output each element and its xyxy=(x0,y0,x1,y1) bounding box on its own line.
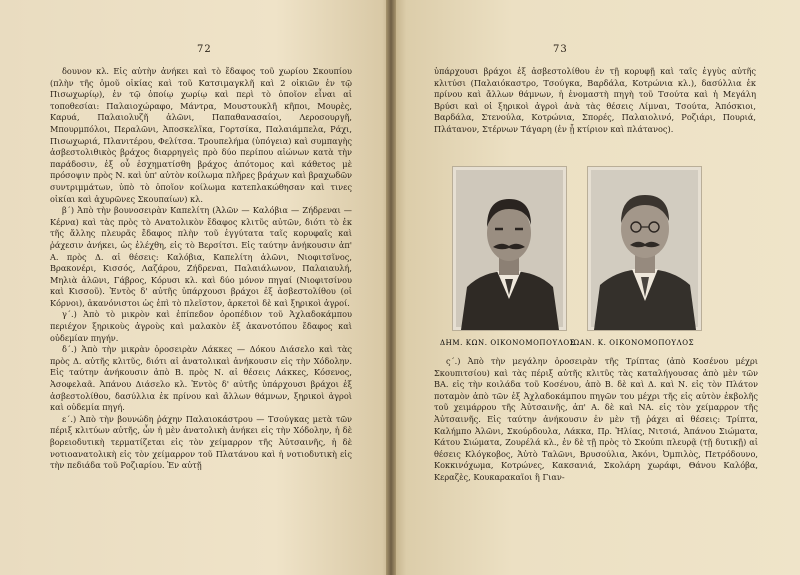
page-number: 72 xyxy=(197,44,212,55)
left-page xyxy=(0,0,394,575)
paragraph: β΄) Ἀπὸ τὴν βουνοσειρὰν Καπελίτη (Ἀλῶν — Καλόβια — Ζήδρεναι — Κέρνα) καὶ τὰς πρὸς τὸ Ανατολικὸν ἔδαφος κλιτῦς αὐτῶν, διότι τὸ ἐκ τῆς ἄλλης πλευρᾶς ἔδαφος πλὴν τοῦ ἐγγύτατα ταῖς κορυφαῖς καὶ ῥάχεσιν ἀνήκει, ὡς ἐλέχθη, εἰς τὸ Βερσίτσι. Εἰς ταύτην ἀνήκουσιν ἀπ' Α. πρὸς Δ. αἱ θέσεις: Καλόβια, Καπελίτη ἀλῶνι, Νιοφιτσῖνος, Βρακονέρι, Κισσός, Λαζάρου, Ζήδρεναι, Παλαιάλωνον, Παλαιαυλή, Μηλιὰ ἀλῶνι, Γάβρος, Κόρυσι κλ. καὶ δύο μόνον πηγαί (Νιοφιτσίνου καὶ Κισσοῦ). Ἐντὸς δ' αὐτῆς ὑπάρχουσι βράχοι ἐξ ἀσβεστολίθου (οἱ Κόρνοι), ἀκανόνιστοι ὡς ἐπὶ τὸ πλεῖστον, ἀρκετοὶ δὲ καὶ ξηρικοὶ ἀγροί. xyxy=(50,205,352,308)
left-page-text xyxy=(50,66,352,472)
page-number: 73 xyxy=(553,44,568,55)
paragraph: ς΄.) Ἀπὸ τὴν μεγάλην ὀροσειρὰν τῆς Τρίπτας (ἀπὸ Κοσένου μέχρι Σκουπιτσίου) καὶ τὰς πέριξ αὐτῆς κλιτῦς τὰς καταλήγουσας ἀπὸ μὲν τῶν ΒΑ. εἰς τὴν κοιλάδα τοῦ Κοσένου, ἀπὸ Β. δὲ καὶ Δ. καὶ Ν. εἰς τὸν Πλάτον ποταμὸν ἀπὸ τῶν ἐξ Ἀχλαδοκάμπου πηγῶν του μέχρι τῆς εἰς αὐτὸν ἐκβολῆς τοῦ χειμάρρου τῆς Ἀὐτσαινῆς, ἀπ' Α. δὲ καὶ ΝΑ. εἰς τὸν χείμαρρον τῆς Ἀὐτσαινῆς. Εἰς ταύτην ἀνήκουσιν ἐν μὲν τῇ ῥάχει αἱ θέσεις: Τρίπτα, Καλήμπο Ἀλῶνι, Σκούρδουλα, Λάκκα, Πρ. Ἠλίας, Νιτσιά, Ἀπάνου Σιώματα, Κάτου Σιώματα, Ζουρέλά κλ., ἐν δὲ τῇ πρὸς τὸ Σκούπι πλευρᾷ (τῇ δυτικῇ) αἱ θέσεις Κλόγκοβος, Ἀὐτὸ Ταλῶνι, Βρυσούλια, Ἀκόνι, Ὀμπιλὸς, Πετρόδουνο, Κοκκινόχωμα, Κοτρώνες, Κακσανιά, Σκολάρη χωράφι, Θάνου Καλόβα, Κεραζὲς, Κουκαρακαῖοι ἢ Γιαν- xyxy=(434,356,758,482)
paragraph: ε΄.) Ἀπὸ τὴν βουνώδη ῥάχην Παλαιοκάστρου — Τσούγκας μετὰ τῶν πέριξ κλιτύων αὐτῆς, ὧν ἡ μὲν ἀνατολικὴ ἀνήκει εἰς τὴν Χόδολην, ἡ δὲ βορειοδυτικὴ τερματίζεται εἰς τὸν χείμαρρον τῆς Ἀὐτσαινῆς, ἡ δὲ νοτιοανατολικὴ εἰς τὸν χείμαρρον τοῦ Πλατάνου καὶ ἡ νοτιοδυτικὴ εἰς τὴν πεδιάδα τοῦ Ροζιαρίου. Ἐν αὐτῇ xyxy=(50,413,352,471)
right-page-bottom-text xyxy=(434,356,758,484)
portrait-photo xyxy=(587,166,702,331)
portrait-man-mustache-icon xyxy=(453,167,566,330)
paragraph: δουνον κλ. Εἰς αὐτὴν ἀνήκει καὶ τὸ ἔδαφος τοῦ χωρίου Σκουπίου (πλὴν τῆς ὁμοῦ οἰκίας καὶ τοῦ Κατσιμαγκλῆ καὶ 2 οἰκιῶν ἐν τῷ Πισωχωρίῳ), ἐν τῷ ὁποίῳ χωρίῳ καὶ περὶ τὸ ὁποῖον εἶναι αἱ τοποθεσίαι: Παλαιοχώραφο, Μάντρα, Μουστουκλῆ κῆποι, Μουρὲς, Καρυά, Παλαιολυζῆ ἀλῶνι, Παπαθανασαίοι, Λεροσουργῆ, Μπουρμπόλοι, Περαλῶνι, Ἀποσκελῖκα, Γορτσίκα, Παλαιάμπελα, Ράχι, Πισωχωριά, Πλανιτέρου, Φελίτσα. Τρουπελήμα (ὑπόγεια) καὶ συμπαγὴς ἀσβεστολιθικὸς βράχος διαρρηγεὶς πρὸ δύο περίπου αἰώνων κατὰ τὴν παράδοσιν, ἐξ οὗ ἐσχηματίσθη βράχος ἀπότομος καὶ κάθετος μὲ πρόσοψιν πρὸς Ν. καὶ ὑπ' αὐτὸν κοίλωμα πλῆρες βράχων καὶ βραχωδῶν συντριμμάτων, ὑπὸ τὸ ὁποῖον κοίλωμα κατεπλακώθησαν καὶ τινες οἰκίαι καὶ ἀχυρῶνες Σκουπαίων) κλ. xyxy=(50,66,352,204)
book-gutter xyxy=(386,0,396,575)
paragraph: γ΄.) Ἀπὸ τὸ μικρὸν καὶ ἐπίπεδον ὀροπέδιον τοῦ Ἀχλαδοκάμπου περιέχον ξηρικοὺς ἀγροὺς καὶ μαλακὸν ἐξ ἀκανοτόπου ἔδαφος καὶ οὐδεμίαν πηγήν. xyxy=(50,309,352,343)
portrait-photo xyxy=(452,166,567,331)
portrait-man-glasses-icon xyxy=(588,167,701,330)
paragraph: δ΄.) Ἀπὸ τὴν μικρὰν ὀροσειρὰν Λάκκες — Δόκου Διάσελο καὶ τὰς πρὸς Δ. αὐτῆς κλιτῦς, διότι αἱ ἀνατολικαὶ ἀνήκουσιν εἰς τὴν Χόδολην. Εἰς ταύτην ἀνήκουσιν ἀπὸ Β. πρὸς Ν. αἱ θέσεις Λάκκες, Κόσενος, Ἀσοφελαᾶ. Ἀπάνου Διάσελο κλ. Ἐντὸς δ' αὐτῆς ὑπάρχουσι βράχοι ἐξ ἀσβεστολίθου, δασύλλια ἐκ πρίνου καὶ ἄλλων θάμνων, ξηρικοὶ ἀγροὶ καὶ οὐδεμία πηγή. xyxy=(50,344,352,413)
right-page-top-text xyxy=(434,66,756,136)
portrait-caption: ΙΩΑΝ. Κ. ΟΙΚΟΝΟΜΟΠΟΥΛΟΣ xyxy=(570,339,695,347)
portrait-caption: ΔΗΜ. ΚΩΝ. ΟΙΚΟΝΟΜΟΠΟΥΛΟΣ xyxy=(440,339,576,347)
paragraph: ὑπάρχουσι βράχοι ἐξ ἀσβεστολίθου ἐν τῇ κορυφῇ καὶ ταῖς ἐγγὺς αὐτῆς κλιτύσι (Παλαιόκαστρο, Τσούγκα, Βαρδάλα, Κοτρώνια κλ.), δασύλλια ἐκ πρίνου καὶ ἄλλων θάμνων, ἡ ἐνομαστὴ πηγὴ τοῦ Τσούτα καὶ ἡ Μεγάλη Βρύσι καὶ οἱ ξηρικοὶ ἀγροὶ ἀνὰ τὰς θέσεις Λίμναι, Τσούτα, Ἀπόσκιοι, Βαρδάλα, Στενούλα, Κοτρώνια, Σπορές, Παλαιολινό, Ροζιάρι, Πουριά, Πλάτανον, Στέρνων Τάγαρη (ἐν ᾗ κτίριον καὶ πλάτανος). xyxy=(434,66,756,134)
